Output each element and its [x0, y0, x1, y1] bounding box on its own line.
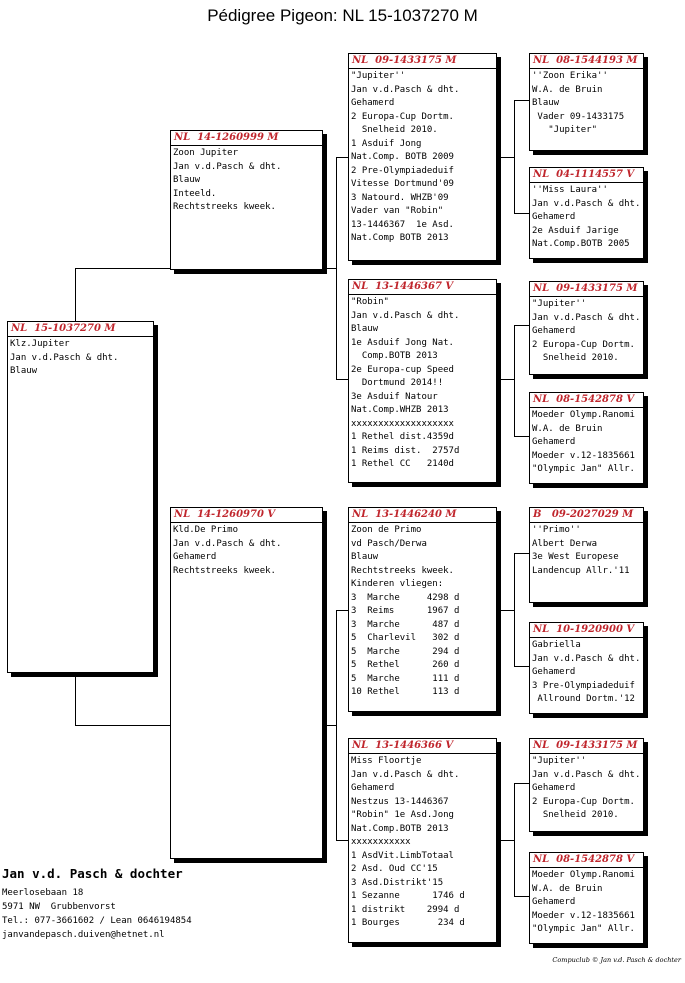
- connector-line: [514, 325, 529, 326]
- ring-number: NL 08-1544193 M: [533, 55, 638, 66]
- connector-line: [514, 553, 515, 666]
- card-line: 5 Rethel 260 d: [351, 660, 460, 670]
- connector-line: [497, 610, 514, 611]
- owner-email: janvandepasch.duiven@hetnet.nl: [2, 930, 165, 940]
- card-line: Kld.De Primo: [173, 525, 239, 535]
- card-line: W.A. de Bruin: [532, 883, 603, 894]
- card-line: Jan v.d.Pasch & dht.: [351, 310, 460, 321]
- card-line: Jan v.d.Pasch & dht.: [532, 769, 641, 780]
- card-line: Jan v.d.Pasch & dht.: [351, 769, 460, 780]
- card-line: Rechtstreeks kweek.: [351, 565, 454, 576]
- card-line: "Jupiter": [532, 125, 598, 135]
- card-line: Gabriella: [532, 640, 581, 650]
- card-line: 1 Rethel dist.4359d: [351, 432, 454, 442]
- connector-line: [322, 725, 336, 726]
- card-lines: [171, 146, 322, 215]
- connector-line: [322, 268, 336, 269]
- card-line: 5 Marche 294 d: [351, 646, 460, 657]
- pigeon-card-fmm: [529, 392, 644, 484]
- card-line: Zoon Jupiter: [173, 148, 239, 158]
- connector-line: [514, 436, 529, 437]
- pigeon-card-mfm: [529, 622, 644, 714]
- card-line: 2e Asduif Jarige: [532, 225, 619, 236]
- connector-line: [75, 268, 76, 323]
- card-lines: [8, 337, 153, 379]
- card-lines: [530, 297, 643, 366]
- card-line: Jan v.d.Pasch & dht.: [351, 84, 460, 95]
- card-line: xxxxxxxxxxxxxxxxxxx: [351, 418, 454, 429]
- card-line: "Jupiter'': [532, 756, 587, 766]
- card-line: 3e West Europese: [532, 552, 619, 562]
- card-line: 1 Asduif Jong: [351, 138, 422, 149]
- card-line: Nat.Comp. BOTB 2009: [351, 152, 454, 162]
- pigeon-card-mother: [170, 507, 323, 859]
- card-line: Allround Dortm.'12: [532, 694, 635, 704]
- card-line: "Jupiter'': [351, 71, 406, 81]
- ring-number: NL 09-1433175 M: [352, 55, 457, 66]
- card-line: Miss Floortje: [351, 756, 422, 766]
- card-lines: [349, 754, 496, 931]
- card-line: Blauw: [532, 98, 560, 108]
- card-line: Gehamerd: [532, 667, 576, 677]
- card-line: Gehamerd: [173, 552, 217, 562]
- card-line: Rechtstreeks kweek.: [173, 565, 276, 576]
- pigeon-card-mmf: [529, 738, 644, 832]
- card-line: Moeder v.12-1835661: [532, 910, 635, 921]
- card-line: 3 Asd.Distrikt'15: [351, 877, 444, 888]
- card-line: Blauw: [351, 324, 379, 334]
- card-line: Jan v.d.Pasch & dht.: [173, 161, 282, 172]
- card-line: ''Primo'': [532, 525, 581, 535]
- card-line: Jan v.d.Pasch & dht.: [173, 538, 282, 549]
- card-line: 1 Rethel CC 2140d: [351, 459, 454, 469]
- connector-line: [336, 379, 348, 380]
- card-line: 2 Pre-Olympiadeduif: [351, 165, 454, 176]
- pigeon-card-mf: [348, 507, 497, 712]
- card-line: Jan v.d.Pasch & dht.: [532, 312, 641, 323]
- card-line: Nat.Comp.BOTB 2005: [532, 239, 630, 249]
- card-line: Dortmund 2014!!: [351, 378, 444, 388]
- connector-line: [514, 666, 529, 667]
- card-line: Jan v.d.Pasch & dht.: [532, 198, 641, 209]
- pigeon-card-fff: [529, 53, 644, 151]
- connector-line: [497, 379, 514, 380]
- card-line: W.A. de Bruin: [532, 423, 603, 434]
- card-line: W.A. de Bruin: [532, 84, 603, 95]
- card-lines: [349, 523, 496, 700]
- card-line: ''Zoon Erika'': [532, 71, 608, 81]
- ring-number: NL 10-1920900 V: [533, 624, 635, 635]
- card-line: Snelheid 2010.: [532, 810, 619, 820]
- card-line: 10 Rethel 113 d: [351, 687, 460, 697]
- card-line: Albert Derwa: [532, 538, 598, 549]
- card-line: Moeder v.12-1835661: [532, 450, 635, 461]
- ring-number: NL 04-1114557 V: [533, 169, 635, 180]
- pigeon-card-ff: [348, 53, 497, 261]
- card-line: Gehamerd: [351, 783, 395, 793]
- card-line: "Robin": [351, 297, 389, 307]
- connector-line: [336, 610, 337, 840]
- card-line: "Olympic Jan" Allr.: [532, 924, 635, 934]
- connector-line: [497, 840, 514, 841]
- ring-number: NL 08-1542878 V: [533, 854, 635, 865]
- card-lines: [530, 408, 643, 477]
- card-line: 1 Sezanne 1746 d: [351, 891, 465, 901]
- card-line: Nat.Comp BOTB 2013: [351, 233, 449, 243]
- card-line: Nestzus 13-1446367: [351, 796, 449, 807]
- card-lines: [349, 69, 496, 246]
- card-lines: [530, 523, 643, 578]
- card-line: Zoon de Primo: [351, 525, 422, 535]
- card-line: Comp.BOTB 2013: [351, 351, 438, 361]
- card-line: Nat.Comp.WHZB 2013: [351, 405, 449, 415]
- card-line: Jan v.d.Pasch & dht.: [10, 352, 119, 363]
- card-line: 2 Europa-Cup Dortm.: [532, 339, 635, 350]
- card-line: Klz.Jupiter: [10, 339, 70, 349]
- card-line: Jan v.d.Pasch & dht.: [532, 653, 641, 664]
- card-line: Blauw: [10, 366, 38, 376]
- card-line: 2 Europa-Cup Dortm.: [351, 111, 454, 122]
- connector-line: [514, 100, 515, 213]
- connector-line: [514, 100, 529, 101]
- owner-address-line2: 5971 NW Grubbenvorst: [2, 902, 116, 912]
- ring-number: NL 13-1446366 V: [352, 740, 454, 751]
- ring-number: B 09-2027029 M: [533, 509, 634, 520]
- connector-line: [514, 783, 529, 784]
- card-line: 1e Asduif Jong Nat.: [351, 337, 454, 348]
- ring-number: NL 13-1446367 V: [352, 281, 454, 292]
- connector-line: [336, 840, 348, 841]
- card-line: "Olympic Jan" Allr.: [532, 464, 635, 474]
- connector-line: [75, 268, 172, 269]
- connector-line: [75, 672, 76, 725]
- card-line: 2 Europa-Cup Dortm.: [532, 796, 635, 807]
- card-line: Vader 09-1433175: [532, 111, 625, 122]
- pigeon-card-mff: [529, 507, 644, 603]
- card-lines: [530, 868, 643, 937]
- connector-line: [336, 157, 348, 158]
- card-line: Moeder Olymp.Ranomi: [532, 410, 635, 420]
- card-line: Rechtstreeks kweek.: [173, 202, 276, 212]
- ring-number: NL 14-1260999 M: [174, 132, 279, 143]
- owner-name: Jan v.d. Pasch & dochter: [2, 866, 183, 881]
- card-line: 3 Marche 4298 d: [351, 592, 460, 603]
- connector-line: [497, 157, 514, 158]
- card-line: Gehamerd: [532, 326, 576, 336]
- owner-phone: Tel.: 077-3661602 / Lean 0646194854: [2, 916, 192, 926]
- card-line: Gehamerd: [532, 212, 576, 222]
- card-lines: [349, 295, 496, 472]
- card-line: Moeder Olymp.Ranomi: [532, 870, 635, 880]
- card-line: Inteeld.: [173, 188, 217, 199]
- ring-number: NL 09-1433175 M: [533, 283, 638, 294]
- footer-credit: Compuclub © Jan v.d. Pasch & dochter: [552, 956, 681, 964]
- card-line: 3 Pre-Olympiadeduif: [532, 680, 635, 691]
- pigeon-card-father: [170, 130, 323, 270]
- ring-number: NL 08-1542878 V: [533, 394, 635, 405]
- card-line: Gehamerd: [532, 783, 576, 793]
- card-line: Blauw: [351, 552, 379, 562]
- card-line: 2 Asd. Oud CC'15: [351, 864, 438, 874]
- connector-line: [514, 553, 529, 554]
- card-lines: [171, 523, 322, 578]
- connector-line: [336, 157, 337, 379]
- card-line: 3 Natourd. WHZB'09: [351, 192, 449, 203]
- card-line: 13-1446367 1e Asd.: [351, 219, 454, 230]
- connector-line: [75, 725, 172, 726]
- page-title: Pédigree Pigeon: NL 15-1037270 M: [207, 6, 478, 25]
- card-lines: [530, 754, 643, 823]
- card-line: Gehamerd: [351, 98, 395, 108]
- connector-line: [514, 783, 515, 896]
- card-line: Vader van "Robin": [351, 206, 444, 216]
- card-line: Landencup Allr.'11: [532, 565, 630, 576]
- card-line: Snelheid 2010.: [351, 125, 438, 135]
- card-line: Gehamerd: [532, 897, 576, 907]
- card-line: vd Pasch/Derwa: [351, 538, 427, 549]
- card-line: Kinderen vliegen:: [351, 579, 444, 589]
- card-line: Snelheid 2010.: [532, 353, 619, 363]
- card-line: xxxxxxxxxxx: [351, 837, 411, 847]
- card-line: 1 AsdVit.LimbTotaal: [351, 850, 454, 861]
- card-line: "Jupiter'': [532, 299, 587, 309]
- pigeon-card-fmf: [529, 281, 644, 375]
- card-line: 2e Europa-cup Speed: [351, 364, 454, 375]
- ring-number: NL 09-1433175 M: [533, 740, 638, 751]
- connector-line: [514, 896, 529, 897]
- card-line: Vitesse Dortmund'09: [351, 179, 454, 189]
- pigeon-card-mmm: [529, 852, 644, 944]
- pigeon-card-fm: [348, 279, 497, 483]
- card-lines: [530, 183, 643, 252]
- connector-line: [514, 213, 529, 214]
- pigeon-card-subject: [7, 321, 154, 673]
- card-line: 1 Reims dist. 2757d: [351, 445, 460, 456]
- connector-line: [514, 325, 515, 436]
- card-line: 1 distrikt 2994 d: [351, 904, 460, 915]
- pigeon-card-mm: [348, 738, 497, 943]
- card-line: 5 Marche 111 d: [351, 673, 460, 684]
- card-lines: [530, 638, 643, 707]
- ring-number: NL 14-1260970 V: [174, 509, 276, 520]
- card-line: 1 Bourges 234 d: [351, 918, 465, 928]
- card-line: 5 Charlevil 302 d: [351, 633, 460, 643]
- card-line: ''Miss Laura'': [532, 185, 608, 195]
- ring-number: NL 15-1037270 M: [11, 323, 116, 334]
- card-line: 3 Reims 1967 d: [351, 606, 460, 616]
- owner-address-line1: Meerlosebaan 18: [2, 888, 84, 898]
- pigeon-card-ffm: [529, 167, 644, 259]
- ring-number: NL 13-1446240 M: [352, 509, 457, 520]
- card-line: 3 Marche 487 d: [351, 619, 460, 630]
- card-line: Nat.Comp.BOTB 2013: [351, 823, 449, 834]
- card-lines: [530, 69, 643, 138]
- card-line: Gehamerd: [532, 437, 576, 447]
- card-line: Blauw: [173, 175, 201, 185]
- card-line: 3e Asduif Natour: [351, 391, 438, 402]
- card-line: "Robin" 1e Asd.Jong: [351, 810, 454, 820]
- connector-line: [336, 610, 348, 611]
